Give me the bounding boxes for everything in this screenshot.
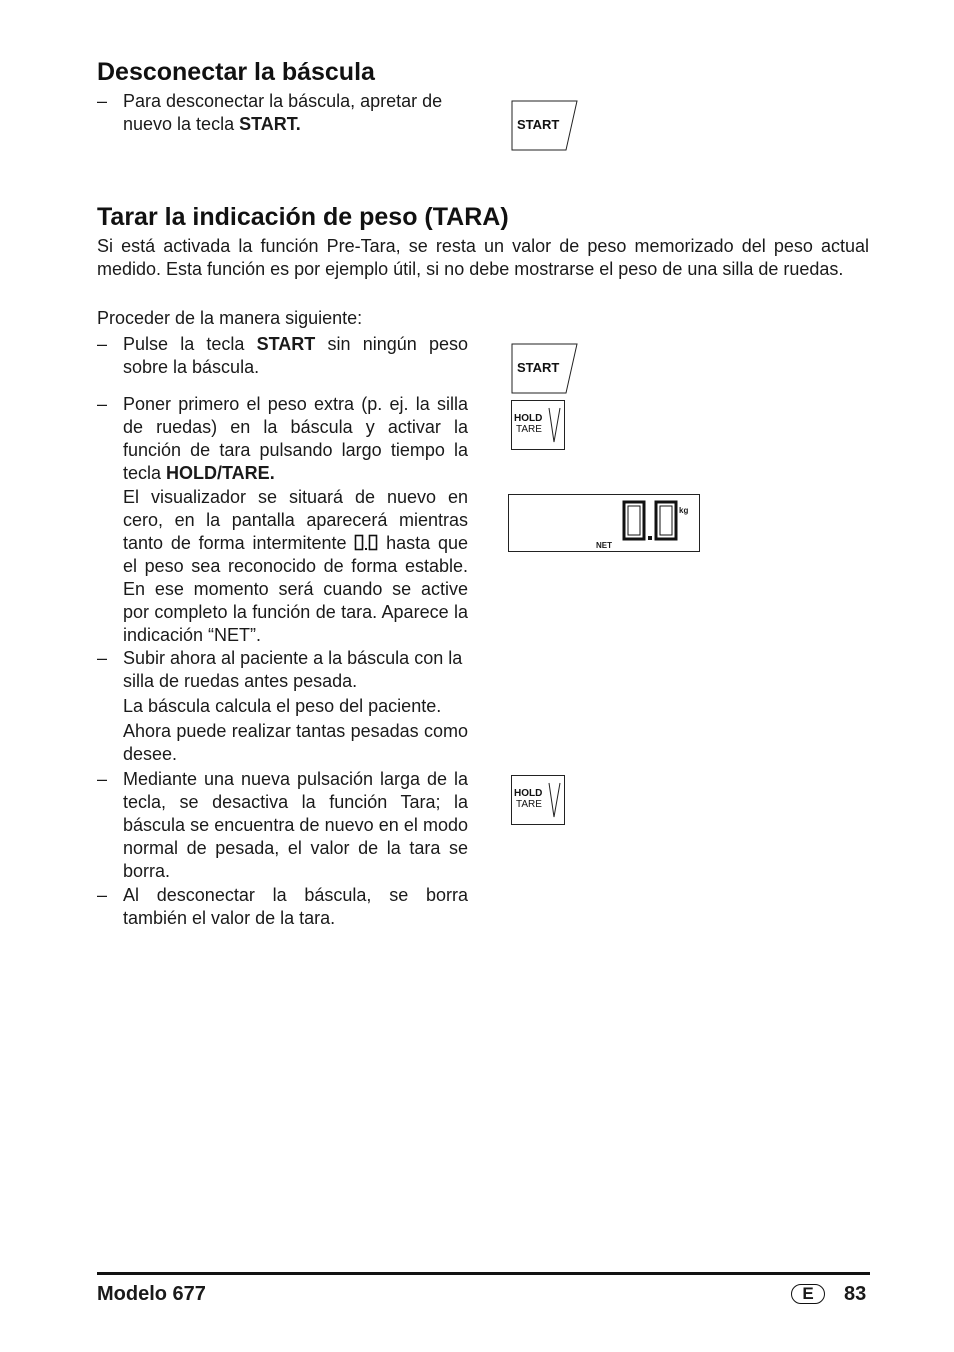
scale-display	[508, 494, 700, 552]
list-item	[97, 647, 468, 693]
section-heading-desconectar: Desconectar la báscula	[97, 58, 375, 86]
list-dash: –	[97, 334, 108, 354]
list-dash: –	[97, 394, 108, 414]
footer-page-number: 83	[844, 1283, 867, 1305]
list-dash: –	[97, 648, 108, 668]
start-key-icon	[511, 100, 579, 152]
list-item-text: Pulse la tecla START sin ningún peso sobre la báscula.	[123, 334, 468, 377]
tare-key-label: TARE	[516, 424, 542, 435]
step3-detail-2: Ahora puede realizar tantas pesadas como desee.	[123, 721, 468, 764]
section-heading-tarar: Tarar la indicación de peso (TARA)	[97, 203, 509, 231]
list-item	[97, 884, 468, 930]
start-key-label: START	[517, 360, 560, 375]
footer-language-badge: E	[791, 1284, 825, 1304]
hold-key-label: HOLD	[514, 788, 543, 799]
footer-rule	[97, 1272, 870, 1275]
list-item-text: Poner primero el peso extra (p. ej. la silla de ruedas) en la báscula y activar la función de tara pulsando largo tiempo la tecla HOLD/TARE.	[123, 394, 468, 483]
display-digits	[622, 499, 682, 543]
start-key-label: START	[517, 117, 560, 132]
list-item-text: Subir ahora al paciente a la báscula con la silla de ruedas antes pesada.	[123, 648, 463, 691]
hold-tare-key-icon	[511, 775, 567, 827]
step2-detail: El visualizador se situará de nuevo en cero, en la pantalla aparecerá mientras tanto de forma intermitente hasta que el peso sea reconocido de forma estable. En ese momento será cuando se active por completo la función de tara. Aparece la indicación “NET”.	[123, 487, 468, 645]
intro-paragraph: Si está activada la función Pre-Tara, se resta un valor de peso memorizado del peso actual medido. Esta función es por ejemplo útil, si no debe mostrarse el peso de una silla de ruedas.	[97, 236, 869, 279]
list-item-text: Al desconectar la báscula, se borra también el valor de la tara.	[123, 885, 468, 928]
tare-key-label: TARE	[516, 799, 542, 810]
list-item	[97, 768, 468, 883]
step3-detail-1: La báscula calcula el peso del paciente.	[123, 696, 442, 716]
list-dash: –	[97, 769, 108, 789]
display-net-label: NET	[596, 541, 612, 550]
list-item	[97, 90, 468, 136]
footer-model: Modelo 677	[97, 1283, 206, 1305]
list-dash: –	[97, 885, 108, 905]
display-unit: kg	[679, 506, 689, 515]
hold-tare-key-icon	[511, 400, 567, 452]
inline-blink-display-icon	[354, 534, 378, 552]
list-item-text: Para desconectar la báscula, apretar de nuevo la tecla START.	[123, 91, 443, 134]
hold-key-label: HOLD	[514, 413, 543, 424]
start-key-icon	[511, 343, 579, 395]
list-item	[97, 393, 468, 485]
list-item	[97, 333, 468, 379]
list-item-text: Mediante una nueva pulsación larga de la tecla, se desactiva la función Tara; la báscula se encuentra de nuevo en el modo normal de pesada, el valor de la tara se borra.	[123, 769, 468, 881]
procedure-label: Proceder de la manera siguiente:	[97, 308, 363, 328]
list-dash: –	[97, 91, 108, 111]
